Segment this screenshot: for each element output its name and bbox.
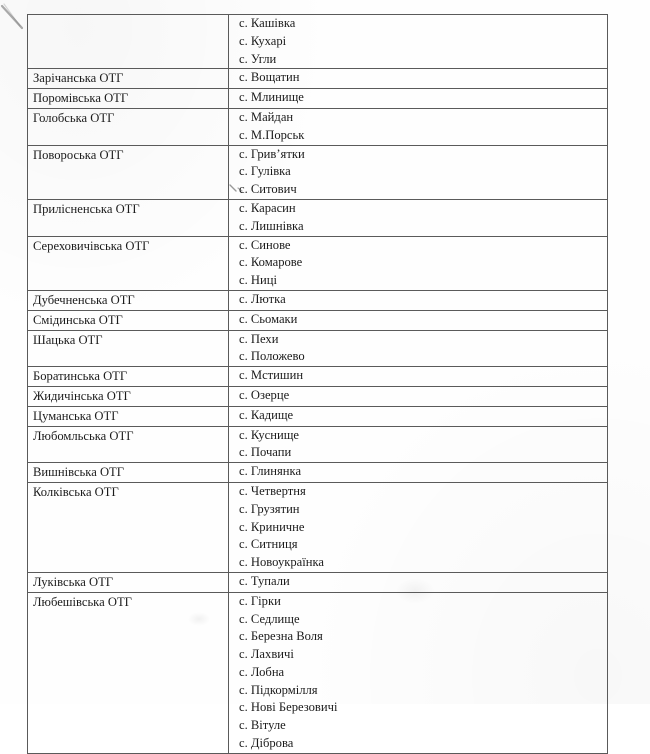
otg-name-cell [28, 463, 229, 483]
village-item: с. Четвертня [239, 483, 306, 498]
otg-name: Дубечненська ОТГ [33, 292, 135, 307]
village-item: с. Сьомаки [239, 311, 298, 326]
otg-name: Сереховичівська ОТГ [33, 238, 150, 253]
table-row [28, 15, 608, 69]
otg-name [28, 15, 228, 16]
village-item: с. Новоукраїнка [239, 555, 325, 570]
otg-name-cell [28, 15, 229, 69]
otg-name-cell [28, 199, 229, 236]
village-list [229, 291, 607, 309]
village-item: с. Гірки [239, 593, 281, 608]
village-item: с. Кашівка [239, 16, 296, 30]
village-list [229, 146, 607, 199]
village-item: с. Нові Березовичі [239, 700, 338, 715]
otg-name-cell [28, 108, 229, 145]
village-list [229, 69, 607, 87]
village-item: с. Ниці [239, 273, 277, 288]
village-item: с. Кухарі [239, 33, 287, 48]
table-row [28, 108, 608, 145]
village-item: с. Підкормілля [239, 682, 318, 697]
village-item: с. Грив’ятки [239, 146, 305, 161]
otg-name-cell [28, 482, 229, 572]
village-list-cell [229, 236, 608, 290]
village-list [229, 483, 607, 572]
table-row [28, 463, 608, 483]
village-item: с. Вітуле [239, 718, 286, 733]
table-row [28, 572, 608, 592]
table-row [28, 406, 608, 426]
village-item: с. Синове [239, 237, 291, 252]
otg-name: Смідинська ОТГ [33, 312, 123, 327]
village-item: с. М.Порськ [239, 127, 305, 142]
otg-name: Любомльська ОТГ [33, 428, 134, 443]
village-list [229, 387, 607, 405]
otg-name-cell [28, 330, 229, 367]
village-item: с. Березна Воля [239, 629, 323, 644]
village-list [229, 463, 607, 481]
table-row [28, 199, 608, 236]
village-list [229, 237, 607, 290]
otg-name: Поромівська ОТГ [33, 91, 129, 106]
village-list-cell [229, 108, 608, 145]
village-item: с. Тупали [239, 573, 290, 588]
village-list-cell [229, 406, 608, 426]
village-list-cell [229, 367, 608, 387]
village-list-cell [229, 330, 608, 367]
village-item: с. Угли [239, 51, 277, 66]
village-item: с. Положево [239, 349, 305, 364]
otg-name-cell [28, 592, 229, 753]
village-list [229, 311, 607, 329]
otg-name: Шацька ОТГ [33, 332, 103, 347]
otg-name-cell [28, 572, 229, 592]
otg-name: Голобська ОТГ [33, 110, 115, 125]
table-row [28, 367, 608, 387]
village-item: с. Лишнівка [239, 218, 304, 233]
village-item: с. Діброва [239, 736, 294, 751]
table-row [28, 386, 608, 406]
otg-name: Прилісненська ОТГ [33, 201, 140, 216]
table-row [28, 236, 608, 290]
village-item: с. Ситович [239, 182, 297, 197]
village-list-cell [229, 592, 608, 753]
otg-name-cell [28, 386, 229, 406]
village-list [229, 407, 607, 425]
table-row [28, 69, 608, 89]
village-list [229, 331, 607, 367]
otg-name-cell [28, 290, 229, 310]
village-list [229, 367, 607, 385]
village-item: с. Куснище [239, 427, 299, 442]
village-list-cell [229, 15, 608, 69]
village-list-cell [229, 310, 608, 330]
village-item: с. Вощатин [239, 70, 300, 85]
village-item: с. Мстишин [239, 368, 304, 383]
village-list [229, 15, 607, 68]
village-list [229, 427, 607, 463]
table-row [28, 310, 608, 330]
otg-name: Жидичінська ОТГ [33, 388, 131, 403]
otg-name-cell [28, 89, 229, 109]
village-list [229, 593, 607, 753]
village-item: с. Седлище [239, 611, 300, 626]
otg-name: Зарічанська ОТГ [33, 71, 124, 86]
village-list-cell [229, 290, 608, 310]
village-item: с. Комарове [239, 255, 303, 270]
village-item: с. Майдан [239, 109, 294, 124]
village-list-cell [229, 69, 608, 89]
otg-name-cell [28, 367, 229, 387]
village-list [229, 200, 607, 236]
table-body [28, 15, 608, 754]
village-item: с. Кадище [239, 407, 294, 422]
table-row [28, 330, 608, 367]
village-item: с. Глинянка [239, 464, 302, 479]
village-list [229, 89, 607, 107]
village-list-cell [229, 89, 608, 109]
village-list-cell [229, 482, 608, 572]
otg-name-cell [28, 310, 229, 330]
village-list-cell [229, 199, 608, 236]
village-item: с. Млинище [239, 90, 304, 105]
village-item: с. Озерце [239, 387, 290, 402]
village-item: с. Пехи [239, 331, 279, 346]
otg-name-cell [28, 236, 229, 290]
village-item: с. Лахвичі [239, 647, 294, 662]
village-item: с. Почапи [239, 445, 292, 460]
table-row [28, 592, 608, 753]
table-row [28, 482, 608, 572]
otg-name: Цуманська ОТГ [33, 408, 119, 423]
table-row [28, 89, 608, 109]
otg-name-cell [28, 145, 229, 199]
village-item: с. Ситниця [239, 537, 298, 552]
village-list [229, 573, 607, 591]
otg-name: Луківська ОТГ [33, 574, 114, 589]
village-list-cell [229, 386, 608, 406]
village-item: с. Карасин [239, 200, 296, 215]
otg-name: Повороська ОТГ [33, 147, 124, 162]
village-list-cell [229, 145, 608, 199]
otg-name-cell [28, 406, 229, 426]
table-row [28, 290, 608, 310]
otg-name-cell [28, 426, 229, 463]
village-item: с. Гулівка [239, 164, 291, 179]
village-list-cell [229, 572, 608, 592]
village-list [229, 109, 607, 145]
pencil-stray-mark-icon [0, 2, 26, 32]
otg-name-cell [28, 69, 229, 89]
otg-village-table [27, 14, 608, 754]
table-row [28, 426, 608, 463]
table-row [28, 145, 608, 199]
village-item: с. Криничне [239, 519, 305, 534]
village-item: с. Лютка [239, 291, 286, 306]
village-item: с. Грузятин [239, 501, 300, 516]
village-list-cell [229, 463, 608, 483]
village-item: с. Лобна [239, 664, 285, 679]
otg-name: Боратинська ОТГ [33, 369, 128, 384]
otg-name: Вишнівська ОТГ [33, 465, 125, 480]
village-list-cell [229, 426, 608, 463]
otg-name: Любешівська ОТГ [33, 594, 132, 609]
otg-name: Колківська ОТГ [33, 484, 119, 499]
